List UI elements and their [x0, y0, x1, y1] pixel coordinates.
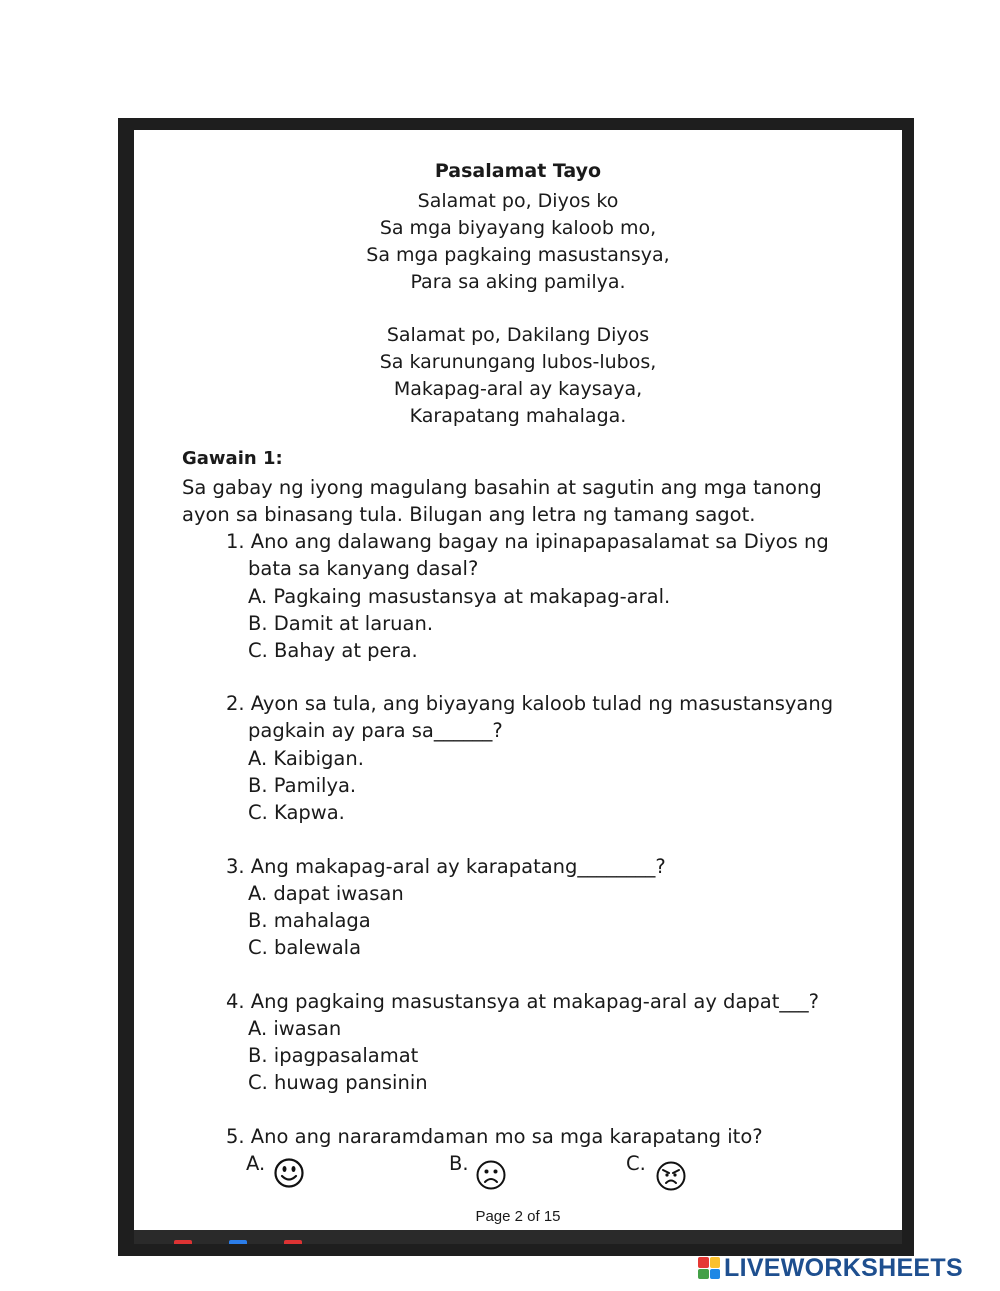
- worksheet-page: [134, 130, 902, 1230]
- q4-option-b[interactable]: B. ipagpasalamat: [248, 1044, 419, 1067]
- angry-face-icon[interactable]: [656, 1161, 686, 1191]
- poem-line: Sa mga pagkaing masustansya,: [366, 244, 670, 266]
- question-2-cont: pagkain ay para sa______?: [248, 719, 503, 742]
- q2-option-b[interactable]: B. Pamilya.: [248, 774, 357, 797]
- q3-option-a[interactable]: A. dapat iwasan: [248, 882, 404, 905]
- poem-title: Pasalamat Tayo: [434, 160, 602, 182]
- happy-face-icon[interactable]: [274, 1158, 304, 1188]
- poem-line: Sa karunungang lubos-lubos,: [379, 351, 657, 373]
- question-3: 3. Ang makapag-aral ay karapatang________?: [226, 855, 666, 878]
- q1-option-a[interactable]: A. Pagkaing masustansya at makapag-aral.: [248, 585, 671, 608]
- question-1: 1. Ano ang dalawang bagay na ipinapapasalamat sa Diyos ng: [226, 530, 829, 553]
- question-2: 2. Ayon sa tula, ang biyayang kaloob tulad ng masustansyang: [226, 692, 834, 715]
- liveworksheets-logo-icon: [698, 1257, 720, 1279]
- page-number: Page 2 of 15: [475, 1208, 561, 1225]
- q3-option-b[interactable]: B. mahalaga: [248, 909, 371, 932]
- taskbar-strip: [134, 1230, 902, 1244]
- q4-option-c[interactable]: C. huwag pansinin: [248, 1071, 428, 1094]
- logo-square: [698, 1257, 709, 1268]
- q2-option-a[interactable]: A. Kaibigan.: [248, 747, 364, 770]
- taskbar-icon: [229, 1240, 247, 1244]
- poem-line: Salamat po, Dakilang Diyos: [386, 324, 650, 346]
- logo-square: [698, 1269, 709, 1280]
- logo-square: [710, 1269, 721, 1280]
- q4-option-a[interactable]: A. iwasan: [248, 1017, 342, 1040]
- instruction-line: ayon sa binasang tula. Bilugan ang letra ng tamang sagot.: [182, 503, 756, 526]
- q5-option-c-label[interactable]: C.: [626, 1152, 646, 1175]
- poem-line: Para sa aking pamilya.: [410, 271, 626, 293]
- worksheet-frame: [118, 118, 914, 1256]
- question-5: 5. Ano ang nararamdaman mo sa mga karapatang ito?: [226, 1125, 763, 1148]
- taskbar-icon: [284, 1240, 302, 1244]
- poem-line: Karapatang mahalaga.: [409, 405, 627, 427]
- brand-name: LIVEWORKSHEETS: [724, 1253, 963, 1282]
- q5-option-b-label[interactable]: B.: [449, 1152, 469, 1175]
- question-1-cont: bata sa kanyang dasal?: [248, 557, 479, 580]
- taskbar-icon: [174, 1240, 192, 1244]
- q1-option-b[interactable]: B. Damit at laruan.: [248, 612, 434, 635]
- poem-line: Salamat po, Diyos ko: [417, 190, 619, 212]
- q5-option-a-label[interactable]: A.: [246, 1152, 266, 1175]
- q1-option-c[interactable]: C. Bahay at pera.: [248, 639, 418, 662]
- poem-line: Makapag-aral ay kaysaya,: [393, 378, 643, 400]
- instruction-line: Sa gabay ng iyong magulang basahin at sagutin ang mga tanong: [182, 476, 822, 499]
- sad-face-icon[interactable]: [476, 1160, 506, 1190]
- q3-option-c[interactable]: C. balewala: [248, 936, 362, 959]
- poem-line: Sa mga biyayang kaloob mo,: [379, 217, 657, 239]
- q2-option-c[interactable]: C. Kapwa.: [248, 801, 345, 824]
- question-4: 4. Ang pagkaing masustansya at makapag-aral ay dapat___?: [226, 990, 819, 1013]
- activity-heading: Gawain 1:: [182, 448, 283, 469]
- logo-square: [710, 1257, 721, 1268]
- liveworksheets-brand: [698, 1253, 963, 1283]
